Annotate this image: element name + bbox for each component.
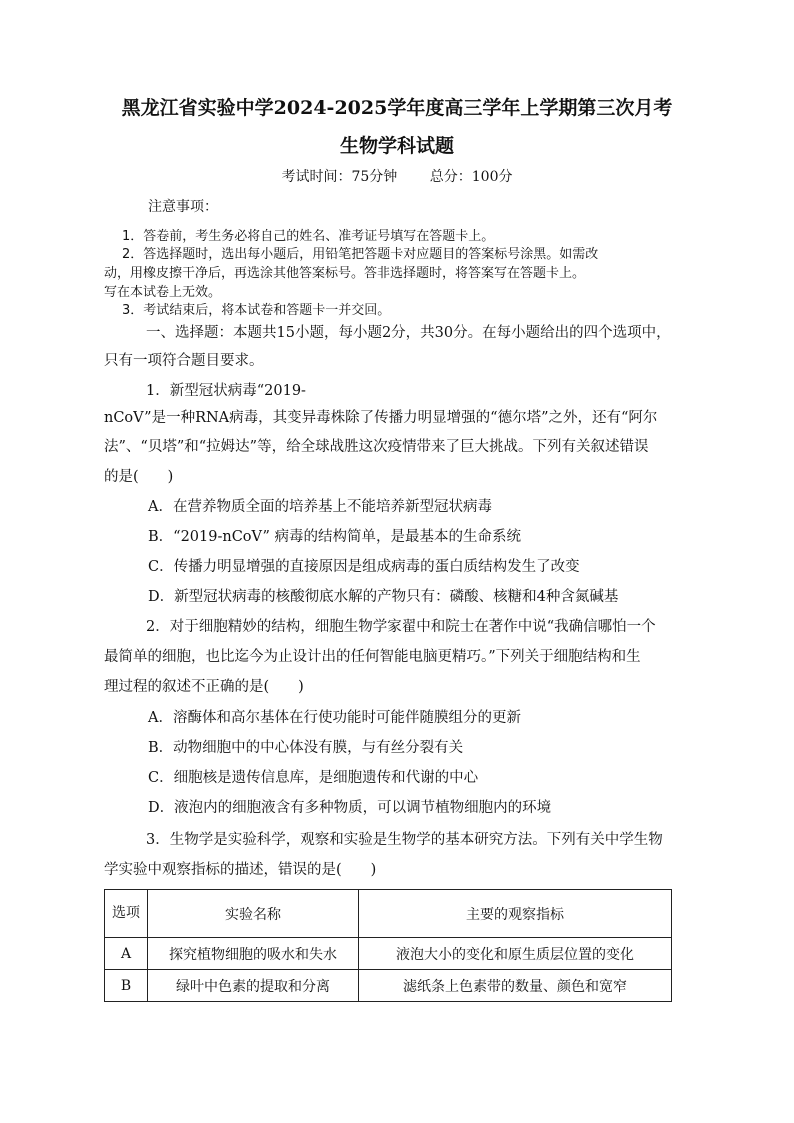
section-intro: 一、选择题：本题共15小题，每小题2分，共30分。在每小题给出的四个选项中， (146, 325, 671, 341)
q3-table (104, 889, 672, 1002)
q2-option-a: A．溶酶体和高尔基体在行使功能时可能伴随膜组分的更新 (148, 710, 521, 726)
q2-option-c: C．细胞核是遗传信息库，是细胞遗传和代谢的中心 (148, 770, 479, 786)
q2-option-b: B．动物细胞中的中心体没有膜，与有丝分裂有关 (148, 740, 464, 756)
q1-option-a: A．在营养物质全面的培养基上不能培养新型冠状病毒 (148, 499, 492, 515)
q1-option-c: C．传播力明显增强的直接原因是组成病毒的蛋白质结构发生了改变 (148, 559, 580, 575)
exam-subtitle: 生物学科试题 (339, 135, 454, 157)
notice-heading: 注意事项： (148, 199, 218, 215)
notice-item-2-cont: 动，用橡皮擦干净后，再选涂其他答案标号。答非选择题时，将答案写在答题卡上。 (104, 266, 586, 281)
table-row (105, 938, 672, 970)
table-cell: 滤纸条上色素带的数量、颜色和宽窄 (359, 970, 672, 1002)
exam-title: 黑龙江省实验中学2024-2025学年度高三学年上学期第三次月考 (121, 97, 673, 119)
q3-stem: 3．生物学是实验科学，观察和实验是生物学的基本研究方法。下列有关中学生物 (146, 832, 663, 848)
notice-item-2-end: 写在本试卷上无效。 (104, 285, 222, 300)
q3-stem-line2: 学实验中观察指标的描述，错误的是( ) (104, 862, 377, 878)
notice-item-3: 3．考试结束后，将本试卷和答题卡一并交回。 (122, 303, 391, 318)
notice-item-2: 2．答选择题时，选出每小题后，用铅笔把答题卡对应题目的答案标号涂黑。如需改 (122, 247, 599, 262)
total-score: 总分：100分 (429, 169, 513, 185)
table-cell: 液泡大小的变化和原生质层位置的变化 (359, 938, 672, 970)
notice-item-1: 1．答卷前，考生务必将自己的姓名、准考证号填写在答题卡上。 (122, 229, 495, 244)
table-cell: 探究植物细胞的吸水和失水 (148, 938, 359, 970)
q1-option-d: D．新型冠状病毒的核酸彻底水解的产物只有：磷酸、核糖和4种含氮碱基 (148, 589, 619, 605)
table-row (105, 970, 672, 1002)
q1-stem: 1．新型冠状病毒“2019- (146, 383, 306, 399)
exam-meta (0, 166, 794, 186)
table-header-cell: 选项 (105, 890, 148, 938)
q1-stem-line4: 的是( ) (104, 469, 174, 485)
q2-stem-line3: 理过程的叙述不正确的是( ) (104, 679, 304, 695)
table-header-cell: 主要的观察指标 (359, 890, 672, 938)
table-cell: A (105, 938, 148, 970)
q2-stem-line2: 最简单的细胞，也比迄今为止设计出的任何智能电脑更精巧。”下列关于细胞结构和生 (104, 649, 641, 665)
q1-option-b: B．“2019-nCoV” 病毒的结构简单，是最基本的生命系统 (148, 529, 522, 545)
table-cell: B (105, 970, 148, 1002)
q1-stem-line3: 法”、“贝塔”和“拉姆达”等，给全球战胜这次疫情带来了巨大挑战。下列有关叙述错误 (104, 439, 649, 455)
section-intro-cont: 只有一项符合题目要求。 (104, 353, 264, 369)
table-header-row (105, 890, 672, 938)
table-header-cell: 实验名称 (148, 890, 359, 938)
q2-option-d: D．液泡内的细胞液含有多种物质，可以调节植物细胞内的环境 (148, 800, 552, 816)
q1-stem-line2: nCoV”是一种RNA病毒，其变异毒株除了传播力明显增强的“德尔塔”之外，还有“阿尔 (104, 410, 658, 426)
exam-time: 考试时间：75分钟 (281, 169, 398, 185)
q2-stem: 2．对于细胞精妙的结构，细胞生物学家翟中和院士在著作中说“我确信哪怕一个 (146, 619, 656, 635)
table-cell: 绿叶中色素的提取和分离 (148, 970, 359, 1002)
